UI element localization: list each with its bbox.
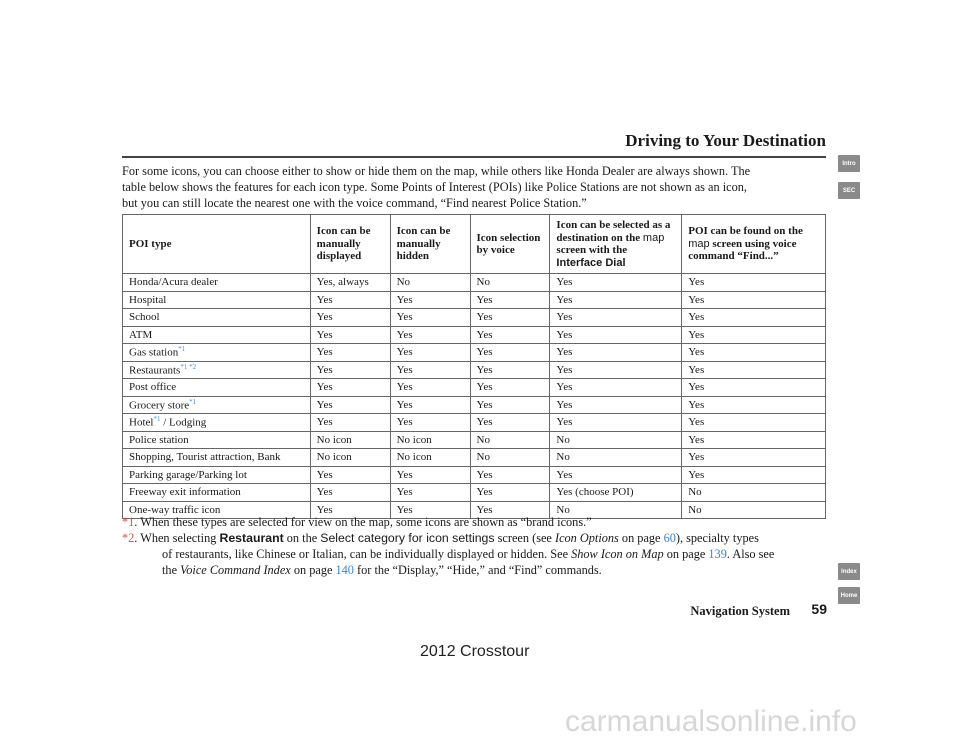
cell-hidden: No icon — [390, 449, 470, 467]
cell-displayed: Yes — [310, 484, 390, 502]
cell-poi-type — [123, 466, 311, 484]
table-row — [123, 274, 826, 292]
cell-voice: Yes — [470, 291, 550, 309]
section-footer-label: Navigation System — [690, 604, 790, 618]
poi-type-label: Police station — [129, 433, 189, 446]
cell-find: Yes — [682, 466, 826, 484]
footnote-text: screen (see — [494, 531, 555, 545]
poi-type-label: Freeway exit information — [129, 486, 241, 499]
header-manually-hidden: Icon can be manually hidden — [390, 215, 470, 274]
header-text: screen using voice command “Find...” — [688, 237, 797, 263]
intro-line: For some icons, you can choose either to show or hide them on the map, while others like Honda Dealer are always shown. The — [122, 164, 751, 178]
cell-displayed: Yes — [310, 344, 390, 362]
table-body — [123, 274, 826, 519]
footnote-text: . When these types are selected for view on the map, some icons are shown as “brand icons.” — [134, 515, 592, 529]
table-row — [123, 431, 826, 449]
footnote-text: on page — [618, 531, 664, 545]
cell-voice: No — [470, 274, 550, 292]
cell-poi-type — [123, 326, 311, 344]
cell-poi-type — [123, 361, 311, 379]
page-link-139[interactable]: 139 — [708, 547, 727, 561]
cell-poi-type — [123, 379, 311, 397]
cell-destination: Yes — [550, 291, 682, 309]
header-voice-selection: Icon selection by voice — [470, 215, 550, 274]
cell-displayed: Yes — [310, 501, 390, 519]
poi-type-label: Honda/Acura dealer — [129, 276, 218, 289]
header-text: POI can be found on the — [688, 225, 803, 238]
cell-hidden: Yes — [390, 484, 470, 502]
cell-voice: Yes — [470, 414, 550, 432]
cell-poi-type — [123, 291, 311, 309]
cell-find: Yes — [682, 326, 826, 344]
header-manually-displayed: Icon can be manually displayed — [310, 215, 390, 274]
cell-voice: Yes — [470, 379, 550, 397]
cell-voice: Yes — [470, 309, 550, 327]
footnote-text: of restaurants, like Chinese or Italian, can be individually displayed or hidden. See — [162, 547, 572, 561]
footnote-ref[interactable]: *1 — [189, 397, 197, 406]
table-row — [123, 379, 826, 397]
cell-destination: Yes — [550, 379, 682, 397]
cell-displayed: Yes — [310, 379, 390, 397]
footnote-ref[interactable]: *1 — [153, 415, 161, 424]
footnote-ref[interactable]: *1 — [178, 345, 186, 354]
cell-voice: Yes — [470, 501, 550, 519]
icon-options-ref: Icon Options — [554, 531, 619, 545]
cell-voice: Yes — [470, 326, 550, 344]
cell-voice: No — [470, 449, 550, 467]
poi-type-label: Post office — [129, 381, 177, 394]
index-nav-button[interactable]: Index — [838, 563, 860, 580]
cell-hidden: Yes — [390, 291, 470, 309]
title-divider — [122, 156, 826, 158]
select-category-term: Select category for icon settings — [320, 531, 495, 545]
cell-destination: Yes — [550, 396, 682, 414]
footnote-text: ), specialty types — [675, 531, 759, 545]
header-dial-term: Interface Dial — [556, 256, 626, 269]
model-watermark: 2012 Crosstour — [420, 643, 530, 660]
cell-destination: No — [550, 501, 682, 519]
poi-type-label: School — [129, 311, 160, 324]
poi-type-label: Grocery store — [129, 399, 190, 412]
header-voice-find — [682, 215, 826, 274]
cell-destination: Yes — [550, 361, 682, 379]
table-row — [123, 326, 826, 344]
cell-displayed: Yes — [310, 326, 390, 344]
cell-poi-type — [123, 274, 311, 292]
table-row — [123, 449, 826, 467]
table-row — [123, 361, 826, 379]
cell-destination: No — [550, 431, 682, 449]
cell-find: Yes — [682, 379, 826, 397]
cell-find: Yes — [682, 396, 826, 414]
cell-destination: Yes — [550, 344, 682, 362]
cell-displayed: Yes — [310, 291, 390, 309]
poi-type-label: Gas station — [129, 347, 179, 360]
home-nav-button[interactable]: Home — [838, 587, 860, 604]
cell-displayed: Yes — [310, 361, 390, 379]
cell-hidden: Yes — [390, 501, 470, 519]
cell-destination: Yes — [550, 309, 682, 327]
cell-hidden: No — [390, 274, 470, 292]
poi-type-label: Shopping, Tourist attraction, Bank — [129, 451, 281, 464]
table-header-row — [123, 215, 826, 274]
cell-hidden: Yes — [390, 326, 470, 344]
cell-displayed: Yes — [310, 414, 390, 432]
cell-destination: Yes (choose POI) — [550, 484, 682, 502]
cell-poi-type — [123, 449, 311, 467]
table-row — [123, 484, 826, 502]
cell-hidden: Yes — [390, 361, 470, 379]
cell-destination: Yes — [550, 466, 682, 484]
cell-voice: No — [470, 431, 550, 449]
cell-hidden: Yes — [390, 466, 470, 484]
cell-destination: Yes — [550, 414, 682, 432]
poi-type-label: Restaurants — [129, 364, 181, 377]
cell-hidden: Yes — [390, 396, 470, 414]
page-link-60[interactable]: 60 — [663, 531, 676, 545]
intro-line: table below shows the features for each icon type. Some Points of Interest (POIs) like Police Stations are not shown as an icon, — [122, 180, 747, 194]
poi-type-label: ATM — [129, 328, 153, 341]
cell-poi-type — [123, 396, 311, 414]
poi-table — [122, 214, 826, 519]
footnotes — [122, 514, 826, 578]
table-row — [123, 291, 826, 309]
footnote-2-line-2 — [122, 546, 826, 562]
page-number: 59 — [811, 601, 827, 617]
cell-poi-type — [123, 309, 311, 327]
cell-displayed: Yes, always — [310, 274, 390, 292]
cell-displayed: No icon — [310, 449, 390, 467]
cell-find: Yes — [682, 344, 826, 362]
cell-poi-type — [123, 484, 311, 502]
table-row — [123, 344, 826, 362]
header-text: Icon can be selected as a destination on the — [556, 219, 671, 244]
intro-nav-button[interactable]: Intro — [838, 155, 860, 172]
cell-find: No — [682, 501, 826, 519]
footnote-1 — [122, 514, 826, 530]
table-row — [123, 309, 826, 327]
footnote-text: on page — [290, 563, 336, 577]
cell-find: Yes — [682, 309, 826, 327]
cell-find: Yes — [682, 449, 826, 467]
cell-hidden: No icon — [390, 431, 470, 449]
cell-displayed: Yes — [310, 396, 390, 414]
cell-hidden: Yes — [390, 344, 470, 362]
cell-destination: Yes — [550, 274, 682, 292]
footnote-2 — [122, 530, 826, 578]
cell-find: Yes — [682, 274, 826, 292]
restaurant-term: Restaurant — [219, 531, 284, 545]
cell-hidden: Yes — [390, 414, 470, 432]
footnote-text: . When selecting — [134, 531, 220, 545]
cell-find: No — [682, 484, 826, 502]
header-destination-selection — [550, 215, 682, 274]
cell-destination: No — [550, 449, 682, 467]
voice-index-ref: Voice Command Index — [180, 563, 291, 577]
poi-type-suffix: / Lodging — [160, 417, 207, 430]
cell-hidden: Yes — [390, 379, 470, 397]
poi-type-label: One-way traffic icon — [129, 503, 221, 516]
cell-poi-type — [123, 431, 311, 449]
header-map-term: map — [688, 237, 710, 250]
footnote-text: . Also see — [726, 547, 775, 561]
footnote-text: the — [162, 563, 181, 577]
table-row — [123, 396, 826, 414]
cell-displayed: Yes — [310, 309, 390, 327]
cell-find: Yes — [682, 361, 826, 379]
header-text: screen with the — [556, 244, 628, 256]
footnote-text: on page — [663, 547, 709, 561]
cell-poi-type — [123, 344, 311, 362]
page-title: Driving to Your Destination — [625, 131, 826, 150]
cell-voice: Yes — [470, 344, 550, 362]
table-row — [123, 414, 826, 432]
poi-type-label: Hospital — [129, 293, 167, 306]
footnote-mark: *2 — [122, 531, 135, 545]
cell-displayed: Yes — [310, 466, 390, 484]
table-row — [123, 466, 826, 484]
poi-type-label: Parking garage/Parking lot — [129, 468, 247, 481]
site-watermark: carmanualsonline.info — [565, 705, 857, 738]
cell-destination: Yes — [550, 326, 682, 344]
header-poi-type: POI type — [123, 215, 311, 274]
cell-voice: Yes — [470, 466, 550, 484]
footnote-2-line-3 — [122, 562, 826, 578]
cell-poi-type — [123, 414, 311, 432]
footnote-text: for the “Display,” “Hide,” and “Find” commands. — [353, 563, 602, 577]
sec-nav-button[interactable]: SEC — [838, 182, 860, 199]
cell-find: Yes — [682, 431, 826, 449]
cell-find: Yes — [682, 291, 826, 309]
cell-hidden: Yes — [390, 309, 470, 327]
cell-voice: Yes — [470, 396, 550, 414]
cell-voice: Yes — [470, 484, 550, 502]
intro-line: but you can still locate the nearest one with the voice command, “Find nearest Police Station.” — [122, 196, 587, 210]
header-map-term: map — [642, 231, 665, 244]
footnote-mark: *1 — [122, 515, 135, 529]
page-link-140[interactable]: 140 — [335, 563, 354, 577]
footnote-ref[interactable]: *1 *2 — [180, 362, 197, 371]
footnote-text: on the — [283, 531, 321, 545]
poi-type-label: Hotel — [129, 417, 154, 430]
show-icon-ref: Show Icon on Map — [571, 547, 664, 561]
intro-paragraph — [122, 163, 826, 211]
cell-find: Yes — [682, 414, 826, 432]
cell-voice: Yes — [470, 361, 550, 379]
cell-displayed: No icon — [310, 431, 390, 449]
